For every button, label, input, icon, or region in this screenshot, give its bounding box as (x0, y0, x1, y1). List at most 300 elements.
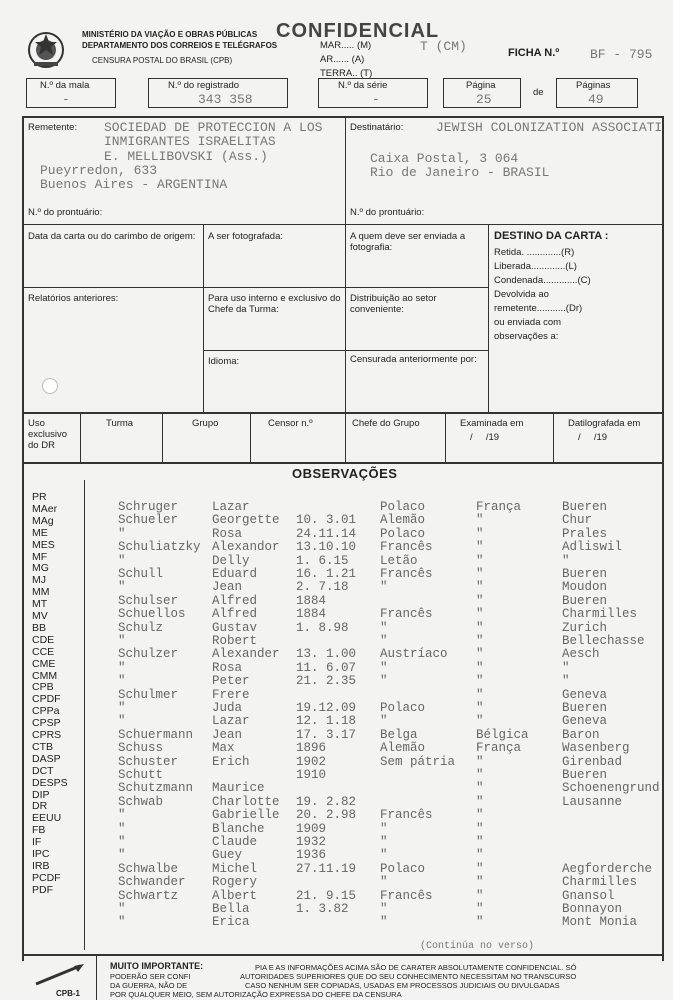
row-place: Charmilles (562, 875, 638, 890)
row-place: Geneva (562, 687, 608, 702)
row-birth-date: 2. 7.18 (296, 580, 349, 595)
destino-remetente: remetente...........(Dr) (494, 303, 583, 314)
row-nationality: Polaco (380, 701, 426, 715)
ficha-value: BF - 795 (590, 47, 653, 62)
row-country: " (476, 553, 484, 568)
ficha-label: FICHA N.º (508, 47, 560, 59)
row-nationality: Francês (380, 607, 433, 622)
destino-ou-enviada: ou enviada com (494, 317, 562, 328)
row-surname: " (118, 821, 126, 836)
remetente-line: SOCIEDAD DE PROTECCION A LOS (104, 120, 323, 135)
row-given-name: Charlotte (212, 794, 280, 809)
row-nationality: Alemão (380, 513, 426, 528)
row-given-name: Peter (212, 674, 250, 689)
row-surname: Schulmer (118, 687, 179, 702)
row-place: Charmilles (562, 607, 638, 622)
row-place: Mont Monia (562, 915, 638, 930)
remetente-line: Buenos Aires - ARGENTINA (40, 177, 228, 192)
agency-code: CTB (32, 740, 53, 753)
datilografada-label: Datilografada em (568, 418, 641, 429)
row-country: " (476, 647, 484, 662)
rule-mid-h1 (22, 287, 489, 288)
row-birth-date: 21. 9.15 (296, 888, 357, 903)
row-place: Wasenberg (562, 741, 630, 756)
row-nationality: " (380, 902, 388, 916)
mala-value: - (62, 92, 70, 107)
rule-row3 (22, 412, 664, 414)
uso-interno-label: Para uso interno e exclusivo do Chefe da Turma: (208, 293, 341, 315)
row-given-name: Alexander (212, 647, 280, 662)
rule-footer-v (96, 954, 97, 1000)
remetente-line: INMIGRANTES ISRAELITAS (104, 134, 276, 149)
footer-code: CPB-1 (56, 989, 81, 998)
row-given-name: Rosa (212, 660, 243, 675)
row-nationality: " (380, 620, 388, 635)
row-surname: Schwab (118, 794, 164, 809)
row-birth-date: 1936 (296, 848, 327, 863)
row-birth-date: 16. 1.21 (296, 567, 357, 581)
row-nationality: " (380, 835, 388, 849)
row-birth-date: 1. 6.15 (296, 553, 349, 568)
row-given-name: Alfred (212, 607, 258, 622)
rule-row4 (22, 462, 664, 464)
row-country: " (476, 580, 484, 595)
row-country: " (476, 768, 484, 782)
row-birth-date: 1884 (296, 607, 327, 622)
agency-code: DIP (32, 788, 50, 801)
row-nationality: " (380, 660, 388, 675)
rule-use-v4 (345, 412, 346, 462)
row-given-name: Michel (212, 861, 258, 876)
route-ar: AR...... (A) (320, 54, 365, 65)
row-place: Moudon (562, 580, 608, 595)
rule-mid-h2 (203, 350, 489, 351)
row-nationality: Francês (380, 808, 433, 823)
agency-code: MG (32, 562, 49, 575)
agency-code: PCDF (32, 871, 61, 884)
row-country: " (476, 620, 484, 635)
row-given-name: Jean (212, 580, 243, 595)
agency-code: MM (32, 586, 50, 599)
row-surname: Schulser (118, 593, 179, 608)
rule-code-column (84, 480, 85, 950)
row-birth-date: 17. 3.17 (296, 727, 357, 742)
row-given-name: Rogery (212, 875, 258, 890)
destino-devolvida: Devolvida ao (494, 289, 549, 300)
rule-use-v5 (445, 412, 446, 462)
row-place: Baron (562, 727, 600, 742)
row-given-name: Gustav (212, 620, 258, 635)
row-place: Bueren (562, 593, 608, 608)
footer-line1b: PIA E AS INFORMAÇÕES ACIMA SÃO DE CARATER ABSOLUTAMENTE CONFIDENCIAL. SÓ (255, 963, 577, 972)
rule-mid-v3 (488, 224, 489, 412)
destino-observacoes: observações a: (494, 331, 559, 342)
agency-code: MAer (32, 502, 58, 515)
row-surname: " (118, 634, 126, 648)
row-nationality: Letão (380, 553, 418, 568)
row-surname: " (118, 580, 126, 595)
row-birth-date: 20. 2.98 (296, 808, 357, 823)
route-terra: TERRA.. (T) (320, 68, 373, 79)
destino-condenada: Condenada.............(C) (494, 275, 591, 286)
row-nationality: " (380, 915, 388, 930)
distribuicao-label: Distribuição ao setor conveniente: (350, 293, 437, 315)
data-carta-label: Data da carta ou do carimbo de origem: (28, 231, 196, 242)
row-country: " (476, 902, 484, 916)
row-nationality: " (380, 674, 388, 689)
censor-label: Censor n.º (268, 418, 313, 429)
row-birth-date: 1. 8.98 (296, 620, 349, 635)
row-given-name: Alexandor (212, 540, 280, 555)
row-surname: Schueler (118, 513, 179, 528)
row-given-name: Blanche (212, 821, 265, 836)
rule-row2 (22, 224, 664, 225)
rule-use-v1 (80, 412, 81, 462)
observacoes-title: OBSERVAÇÕES (292, 466, 398, 481)
footer-line3a: DA GUERRA, NÃO DE (110, 981, 188, 990)
row-surname: " (118, 835, 126, 849)
row-place: Bonnayon (562, 902, 623, 916)
agency-code: IF (32, 836, 42, 849)
row-place: Gnansol (562, 888, 615, 903)
row-country: " (476, 861, 484, 876)
row-birth-date: 1902 (296, 754, 327, 769)
row-place: Lausanne (562, 794, 623, 809)
relatorios-label: Relatórios anteriores: (28, 293, 119, 304)
department-title: DEPARTAMENTO DOS CORREIOS E TELÉGRAFOS (82, 41, 278, 50)
row-nationality: Belga (380, 727, 418, 742)
footer-line2b: AUTORIDADES SUPERIORES QUE DO SEU CONHECIMENTO NECESSITAM NO TRANSCURSO (240, 972, 577, 981)
rule-mid-v2 (345, 224, 346, 412)
agency-code: CPDF (32, 693, 61, 706)
row-country: " (476, 593, 484, 608)
row-birth-date: 24.11.14 (296, 526, 357, 541)
agency-code: CPRS (32, 729, 62, 741)
row-country: " (476, 888, 484, 903)
row-place: " (562, 674, 570, 689)
row-given-name: Rosa (212, 526, 243, 541)
row-given-name: Albert (212, 888, 258, 903)
row-birth-date: 1896 (296, 741, 327, 756)
agency-code: MV (32, 610, 48, 622)
agency-code: CPSP (32, 717, 61, 730)
censorship-title: CENSURA POSTAL DO BRASIL (CPB) (92, 56, 233, 65)
row-surname: Schuliatzky (118, 540, 201, 555)
row-place: Bellechasse (562, 634, 645, 648)
rule-right (662, 116, 664, 961)
examinada-date: / /19 (470, 432, 500, 443)
row-given-name: Claude (212, 835, 258, 849)
registrado-value: 343 358 (198, 92, 253, 107)
turma-label: Turma (106, 418, 134, 429)
row-place: " (562, 660, 570, 675)
footer-line2a: PODERÃO SER CONFI (110, 972, 191, 981)
registrado-label: N.º do registrado (168, 80, 240, 91)
agency-code: IRB (32, 859, 50, 872)
row-nationality: Austríaco (380, 647, 448, 662)
destino-retida: Retida. .............(R) (494, 247, 575, 258)
agency-code: PDF (32, 883, 53, 896)
row-given-name: Alfred (212, 593, 258, 608)
idioma-label: Idioma: (208, 356, 240, 367)
row-country: " (476, 835, 484, 849)
row-given-name: Frere (212, 687, 250, 702)
confidential-stamp: CONFIDENCIAL (276, 20, 440, 42)
agency-code: MT (32, 598, 48, 611)
row-country: " (476, 526, 484, 541)
rule-mid-v1 (203, 224, 204, 412)
agency-code: DCT (32, 764, 54, 777)
footer-line3b: CASO NENHUM SER COPIADAS, USADAS EM PROCESSOS JUDICIAIS OU DIVULGADAS (245, 981, 560, 990)
row-place: Bueren (562, 701, 608, 715)
route-mark: T (CM) (420, 39, 467, 54)
serie-label: N.º da série (338, 80, 388, 91)
destino-liberada: Liberada.............(L) (494, 261, 577, 272)
row-nationality: " (380, 714, 388, 729)
rule-use-v6 (553, 412, 554, 462)
row-given-name: Georgette (212, 513, 280, 528)
rule-top (22, 116, 664, 118)
paginas-label: Páginas (576, 80, 611, 91)
row-place: Adliswil (562, 540, 623, 555)
agency-code: MJ (32, 574, 46, 587)
row-nationality: Alemão (380, 741, 426, 756)
row-nationality: Francês (380, 567, 433, 581)
mala-label: N.º da mala (40, 80, 90, 91)
row-country: " (476, 634, 484, 648)
row-surname: Schwalbe (118, 861, 179, 876)
row-given-name: Maurice (212, 781, 265, 796)
row-country: " (476, 701, 484, 715)
row-country: " (476, 567, 484, 581)
row-surname: Schruger (118, 500, 179, 514)
row-surname: " (118, 915, 126, 930)
row-country: " (476, 821, 484, 836)
agency-code: MF (32, 550, 48, 563)
row-place: Aesch (562, 647, 600, 662)
row-place: Aegforderche (562, 861, 653, 876)
row-birth-date: 19.12.09 (296, 701, 357, 715)
continua-note: (Continúa no verso) (420, 941, 535, 952)
agency-code: DASP (32, 752, 61, 765)
row-nationality: " (380, 821, 388, 836)
row-country: " (476, 754, 484, 769)
grupo-label: Grupo (192, 418, 219, 429)
row-birth-date: 13. 1.00 (296, 647, 357, 662)
row-place: Zurich (562, 620, 608, 635)
row-surname: Schutzmann (118, 781, 194, 796)
destinatario-label: Destinatário: (350, 122, 404, 133)
row-surname: Schutt (118, 768, 164, 782)
chefe-label: Chefe do Grupo (352, 418, 420, 429)
agency-code: PR (32, 491, 47, 503)
row-place: Bueren (562, 567, 608, 581)
row-surname: Schuermann (118, 727, 194, 742)
row-place: Girenbad (562, 754, 623, 769)
remetente-line: Pueyrredon, 633 (40, 163, 158, 178)
row-country: " (476, 781, 484, 796)
row-place: Chur (562, 513, 593, 528)
fotografada-label: A ser fotografada: (208, 231, 283, 242)
row-country: " (476, 513, 484, 528)
row-given-name: Guey (212, 848, 243, 863)
examinada-label: Examinada em (460, 418, 524, 429)
quem-enviada-label: A quem deve ser enviada a fotografia: (350, 231, 466, 253)
destinatario-prontuario: N.º do prontuário: (350, 207, 425, 218)
route-mar: MAR..... (M) (320, 40, 372, 51)
coat-of-arms-icon (26, 30, 66, 70)
row-surname: Schuster (118, 754, 179, 769)
rule-left (22, 116, 24, 961)
row-birth-date: 1884 (296, 593, 327, 608)
paginas-value: 49 (588, 92, 604, 107)
row-nationality: Polaco (380, 526, 426, 541)
agency-code: MAg (32, 514, 54, 527)
agency-code: CMM (32, 669, 58, 682)
destinatario-line: Caixa Postal, 3 064 (370, 151, 519, 166)
row-given-name: Bella (212, 902, 250, 916)
row-surname: " (118, 902, 126, 916)
agency-code: CDE (32, 633, 55, 646)
row-surname: Schull (118, 567, 164, 581)
pagina-value: 25 (476, 92, 492, 107)
row-country: " (476, 540, 484, 555)
row-nationality: " (380, 634, 388, 648)
datilografada-date: / /19 (578, 432, 608, 443)
row-nationality: Francês (380, 540, 433, 555)
row-surname: " (118, 674, 126, 689)
ministry-title: MINISTÉRIO DA VIAÇÃO E OBRAS PÚBLICAS (82, 30, 258, 39)
row-surname: " (118, 808, 126, 823)
row-surname: " (118, 553, 126, 568)
row-country: " (476, 687, 484, 702)
agency-code: FB (32, 824, 46, 837)
row-given-name: Robert (212, 634, 258, 648)
agency-code: DR (32, 800, 48, 813)
row-surname: " (118, 660, 126, 675)
remetente-label: Remetente: (28, 122, 78, 133)
row-country: " (476, 660, 484, 675)
row-country: " (476, 714, 484, 729)
uso-dr-label: Uso exclusivo do DR (28, 418, 68, 451)
row-birth-date: 1. 3.82 (296, 902, 349, 916)
agency-code: MES (32, 538, 55, 551)
rule-footer (22, 954, 664, 956)
remetente-prontuario: N.º do prontuário: (28, 207, 103, 218)
punch-hole-icon (42, 378, 58, 394)
destinatario-line: JEWISH COLONIZATION ASSOCIATI (436, 120, 663, 135)
row-place: " (562, 553, 570, 568)
row-birth-date: 27.11.19 (296, 861, 357, 876)
row-place: Bueren (562, 768, 608, 782)
row-surname: Schwartz (118, 888, 179, 903)
row-country: " (476, 848, 484, 863)
row-country: " (476, 875, 484, 890)
row-surname: " (118, 701, 126, 715)
agency-code: DESPS (32, 776, 68, 789)
agency-code: BB (32, 621, 47, 634)
row-surname: Schulz (118, 620, 164, 635)
agency-code: CPPa (32, 705, 60, 718)
footer-line4: POR QUALQUER MEIO, SEM AUTORIZAÇÃO EXPRESSA DO CHEFE DA CENSURA (110, 990, 402, 999)
rule-rem-dest (345, 116, 346, 224)
de-label: de (533, 87, 544, 98)
row-birth-date: 1909 (296, 821, 327, 836)
row-surname: Schulzer (118, 647, 179, 662)
destino-title: DESTINO DA CARTA : (494, 230, 609, 242)
row-given-name: Max (212, 741, 235, 756)
rule-use-v3 (250, 412, 251, 462)
agency-code: CCE (32, 645, 55, 658)
serie-value: - (372, 92, 380, 107)
row-surname: " (118, 526, 126, 541)
row-nationality: " (380, 848, 388, 863)
row-surname: Schuss (118, 741, 164, 756)
row-nationality: Polaco (380, 861, 426, 876)
row-nationality: Polaco (380, 500, 426, 514)
row-given-name: Eduard (212, 567, 258, 581)
rule-use-v2 (162, 412, 163, 462)
row-nationality: Sem pátria (380, 754, 456, 769)
row-place: Prales (562, 526, 608, 541)
row-surname: " (118, 714, 126, 729)
row-place: Geneva (562, 714, 608, 729)
row-birth-date: 10. 3.01 (296, 513, 357, 528)
row-place: Bueren (562, 500, 608, 514)
row-nationality: " (380, 875, 388, 890)
row-country: França (476, 500, 522, 514)
row-given-name: Delly (212, 553, 250, 568)
footer-line1a: MUITO IMPORTANTE: (110, 961, 204, 971)
row-birth-date: 12. 1.18 (296, 714, 357, 729)
row-birth-date: 1910 (296, 768, 327, 782)
agency-code: CPB (32, 681, 54, 694)
row-country: Bélgica (476, 727, 529, 742)
agency-code: CME (32, 657, 56, 670)
row-given-name: Jean (212, 727, 243, 742)
row-given-name: Erica (212, 915, 250, 930)
row-given-name: Lazar (212, 714, 250, 729)
row-birth-date: 11. 6.07 (296, 660, 357, 675)
row-country: " (476, 915, 484, 930)
destinatario-line: Rio de Janeiro - BRASIL (370, 165, 550, 180)
row-surname: Schuellos (118, 607, 186, 622)
row-nationality: " (380, 580, 388, 595)
remetente-line: E. MELLIBOVSKI (Ass.) (104, 149, 268, 164)
row-country: França (476, 741, 522, 756)
row-country: " (476, 808, 484, 823)
row-given-name: Lazar (212, 500, 250, 514)
agency-code: EEUU (32, 812, 62, 825)
row-country: " (476, 674, 484, 689)
arrow-icon (30, 962, 90, 988)
row-birth-date: 21. 2.35 (296, 674, 357, 689)
row-given-name: Erich (212, 754, 250, 769)
censurada-label: Censurada anteriormente por: (350, 354, 477, 365)
row-surname: Schwander (118, 875, 186, 890)
row-given-name: Gabrielle (212, 808, 280, 823)
agency-code: IPC (32, 848, 50, 860)
row-given-name: Juda (212, 701, 243, 715)
row-birth-date: 1932 (296, 835, 327, 849)
agency-code: ME (32, 526, 48, 539)
row-birth-date: 13.10.10 (296, 540, 357, 555)
row-country: " (476, 794, 484, 809)
row-nationality: Francês (380, 888, 433, 903)
pagina-label: Página (466, 80, 496, 91)
row-country: " (476, 607, 484, 622)
row-place: Schoenengrund (562, 781, 660, 796)
